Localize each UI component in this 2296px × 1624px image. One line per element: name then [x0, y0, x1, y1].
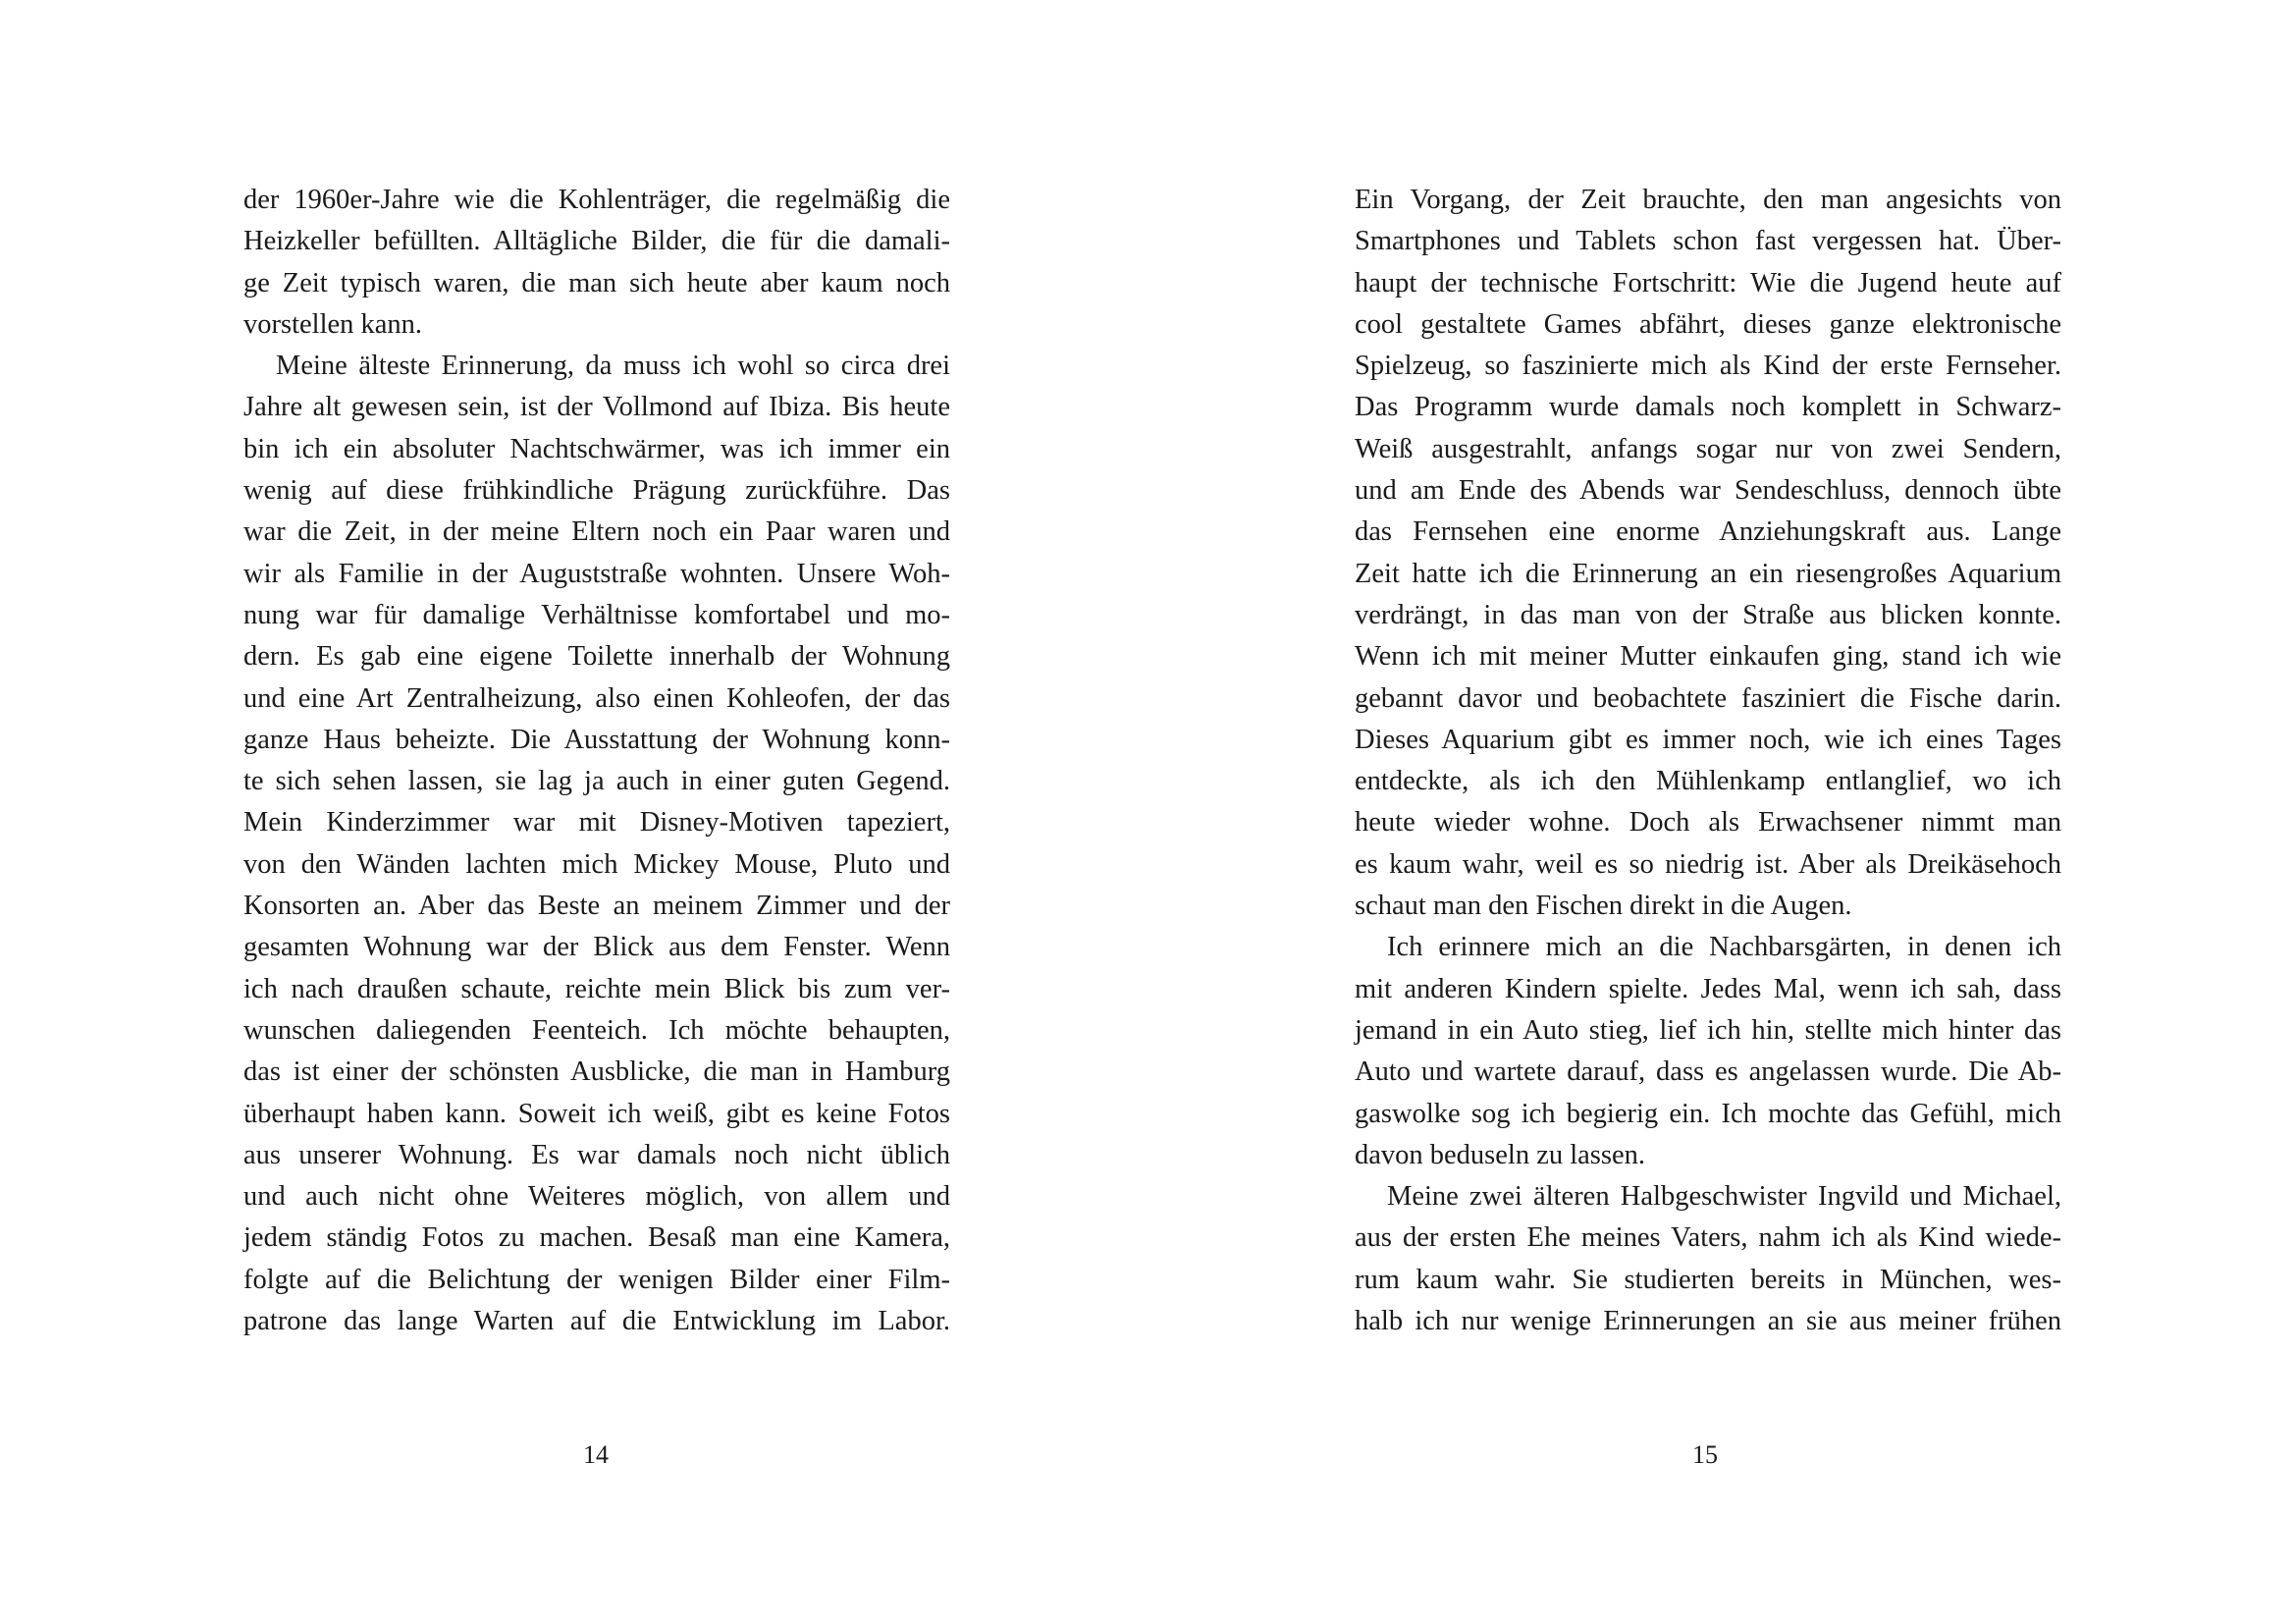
page-number: 14	[583, 1440, 609, 1469]
text-line: das Fernsehen eine enorme Anziehungskraft aus. Lange	[1355, 516, 2061, 548]
text-line: Das Programm wurde damals noch komplett in Schwarz-	[1355, 392, 2061, 423]
text-line: Mein Kinderzimmer war mit Disney-Motiven tapeziert,	[243, 807, 950, 839]
text-line: Weiß ausgestrahlt, anfangs sogar nur von zwei Sendern,	[1355, 433, 2061, 464]
text-line: folgte auf die Belichtung der wenigen Bilder einer Film-	[243, 1264, 950, 1295]
text-line: verdrängt, in das man von der Straße aus blicken konnte.	[1355, 599, 2061, 630]
text-line: Wenn ich mit meiner Mutter einkaufen ging, stand ich wie	[1355, 641, 2061, 673]
text-line: Meine zwei älteren Halbgeschwister Ingvild und Michael,	[1387, 1181, 2061, 1213]
text-line: jemand in ein Auto stieg, lief ich hin, stellte mich hinter das	[1355, 1014, 2061, 1046]
right-page-text	[1355, 180, 2061, 1342]
text-line: vorstellen kann.	[243, 308, 423, 340]
text-line: dern. Es gab eine eigene Toilette innerhalb der Wohnung	[243, 641, 950, 673]
text-line: haupt der technische Fortschritt: Wie die Jugend heute auf	[1355, 267, 2061, 298]
text-line: heute wieder wohne. Doch als Erwachsener nimmt man	[1355, 807, 2061, 839]
page-number: 15	[1692, 1440, 1718, 1469]
text-line: halb ich nur wenige Erinnerungen an sie aus meiner frühen	[1355, 1306, 2061, 1337]
text-line: ganze Haus beheizte. Die Ausstattung der Wohnung konn-	[243, 724, 950, 755]
text-line: und auch nicht ohne Weiteres möglich, von allem und	[243, 1181, 950, 1213]
text-line: wir als Familie in der Auguststraße wohnten. Unsere Woh-	[243, 558, 950, 589]
text-line: und am Ende des Abends war Sendeschluss, dennoch übte	[1355, 475, 2061, 507]
text-line: Ein Vorgang, der Zeit brauchte, den man angesichts von	[1355, 185, 2061, 215]
text-line: te sich sehen lassen, sie lag ja auch in einer guten Gegend.	[243, 766, 950, 797]
text-line: Meine älteste Erinnerung, da muss ich wohl so circa drei	[276, 351, 950, 382]
text-line: cool gestaltete Games abfährt, dieses ganze elektronische	[1355, 308, 2061, 340]
text-line: mit anderen Kindern spielte. Jedes Mal, wenn ich sah, dass	[1355, 973, 2061, 1004]
text-line: nung war für damalige Verhältnisse komfortabel und mo-	[243, 599, 950, 630]
text-line: gesamten Wohnung war der Blick aus dem Fenster. Wenn	[243, 932, 950, 963]
text-line: ich nach draußen schaute, reichte mein Blick bis zum ver-	[243, 973, 950, 1004]
text-line: war die Zeit, in der meine Eltern noch ein Paar waren und	[243, 516, 950, 548]
text-line: patrone das lange Warten auf die Entwicklung im Labor.	[243, 1306, 950, 1337]
text-line: aus unserer Wohnung. Es war damals noch nicht üblich	[243, 1139, 950, 1170]
text-line: der 1960er-Jahre wie die Kohlenträger, die regelmäßig die	[243, 185, 950, 215]
text-line: das ist einer der schönsten Ausblicke, die man in Hamburg	[243, 1056, 950, 1088]
text-line: schaut man den Fischen direkt in die Augen.	[1355, 891, 1852, 922]
text-line: Spielzeug, so faszinierte mich als Kind der erste Fernseher.	[1355, 351, 2061, 382]
text-line: Auto und wartete darauf, dass es angelassen wurde. Die Ab-	[1355, 1056, 2061, 1088]
text-line: entdeckte, als ich den Mühlenkamp entlanglief, wo ich	[1355, 766, 2061, 797]
text-line: aus der ersten Ehe meines Vaters, nahm ich als Kind wiede-	[1355, 1222, 2061, 1254]
text-line: Ich erinnere mich an die Nachbarsgärten, in denen ich	[1387, 932, 2061, 963]
text-line: Smartphones und Tablets schon fast vergessen hat. Über-	[1355, 226, 2061, 257]
text-line: wunschen daliegenden Feenteich. Ich möchte behaupten,	[243, 1014, 950, 1046]
text-line: Konsorten an. Aber das Beste an meinem Zimmer und der	[243, 891, 950, 922]
text-line: Jahre alt gewesen sein, ist der Vollmond auf Ibiza. Bis heute	[243, 392, 950, 423]
text-line: von den Wänden lachten mich Mickey Mouse, Pluto und	[243, 848, 950, 880]
text-line: Dieses Aquarium gibt es immer noch, wie ich eines Tages	[1355, 724, 2061, 755]
text-line: Zeit hatte ich die Erinnerung an ein riesengroßes Aquarium	[1355, 558, 2061, 589]
text-line: davon beduseln zu lassen.	[1355, 1139, 1646, 1170]
right-page	[1148, 0, 2295, 1624]
text-line: rum kaum wahr. Sie studierten bereits in München, wes-	[1355, 1264, 2061, 1295]
text-line: Heizkeller befüllten. Alltägliche Bilder, die für die damali-	[243, 226, 950, 257]
text-line: gebannt davor und beobachtete fasziniert die Fische darin.	[1355, 682, 2061, 714]
text-line: gaswolke sog ich begierig ein. Ich mochte das Gefühl, mich	[1355, 1098, 2061, 1129]
text-line: überhaupt haben kann. Soweit ich weiß, gibt es keine Fotos	[243, 1098, 950, 1129]
text-line: jedem ständig Fotos zu machen. Besaß man eine Kamera,	[243, 1222, 950, 1254]
text-line: und eine Art Zentralheizung, also einen Kohleofen, der das	[243, 682, 950, 714]
text-line: bin ich ein absoluter Nachtschwärmer, was ich immer ein	[243, 433, 950, 464]
text-line: ge Zeit typisch waren, die man sich heute aber kaum noch	[243, 267, 950, 298]
text-line: wenig auf diese frühkindliche Prägung zurückführe. Das	[243, 475, 950, 507]
left-page-text	[243, 180, 950, 1342]
text-line: es kaum wahr, weil es so niedrig ist. Aber als Dreikäsehoch	[1355, 848, 2061, 880]
